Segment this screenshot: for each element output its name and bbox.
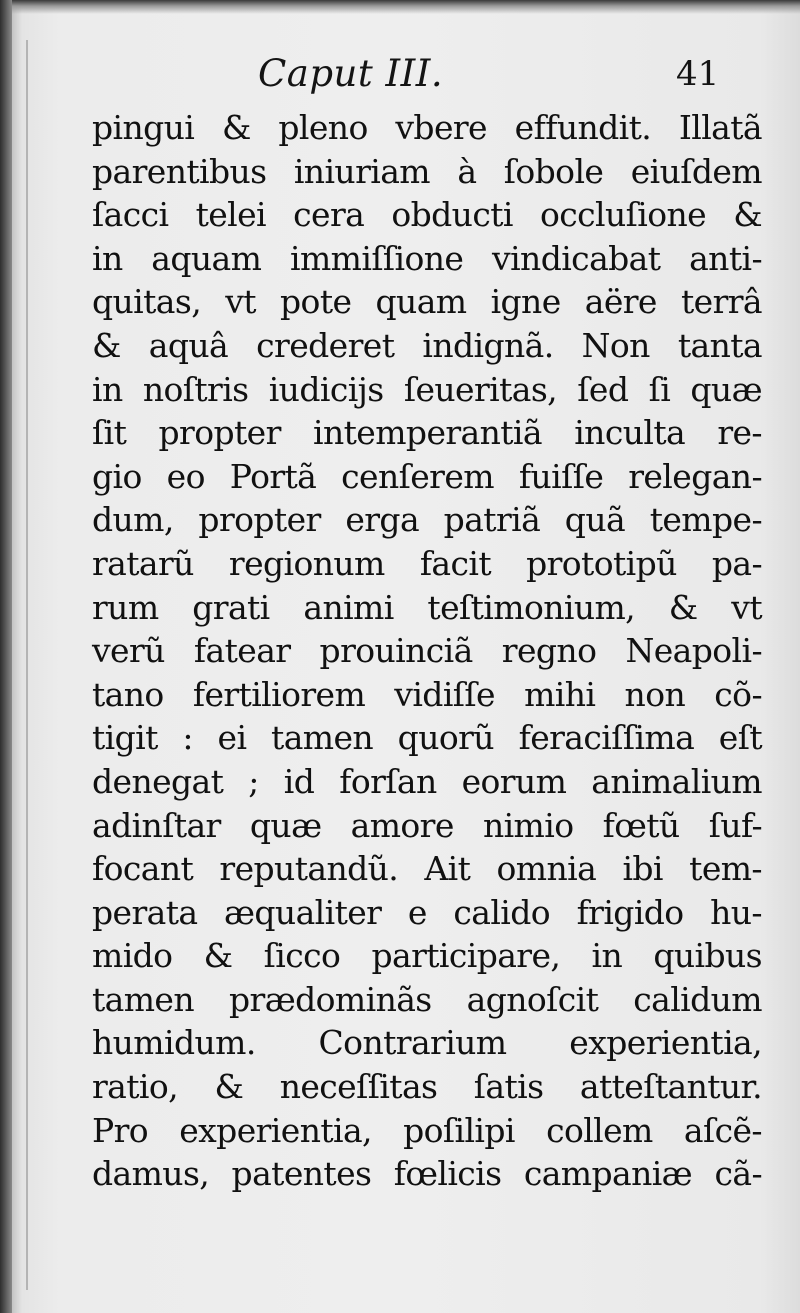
text-line: & aquâ crederet indignã. Non tanta xyxy=(92,325,762,365)
text-line: rum grati animi teſtimonium, & vt xyxy=(92,587,762,627)
text-line: focant reputandũ. Ait omnia ibi tem- xyxy=(92,849,762,889)
text-line: damus, patentes fœlicis campaniæ cã- xyxy=(92,1154,762,1194)
text-line: tigit : ei tamen quorũ feraciſſima eſt xyxy=(92,718,762,758)
text-line: mido & ſicco participare, in quibus xyxy=(92,936,762,976)
text-line: ratio, & neceſſitas ſatis atteſtantur. xyxy=(92,1067,762,1107)
text-line: tano fertiliorem vidiſſe mihi non cõ- xyxy=(92,674,762,714)
text-line: ratarũ regionum facit prototipũ pa- xyxy=(92,543,762,583)
text-line: adinſtar quæ amore nimio fœtũ ſuf- xyxy=(92,805,762,845)
page-header xyxy=(258,52,758,98)
text-line: Pro experientia, poſilipi collem aſcẽ- xyxy=(92,1110,762,1150)
text-line: tamen prædominãs agnoſcit calidum xyxy=(92,979,762,1019)
text-line: ſacci telei cera obducti occluſione & xyxy=(92,195,762,235)
text-line: perata æqualiter e calido frigido hu- xyxy=(92,892,762,932)
book-gutter xyxy=(0,0,12,1313)
text-line: dum, propter erga patriã quã tempe- xyxy=(92,500,762,540)
text-line: quitas, vt pote quam igne aëre terrâ xyxy=(92,282,762,322)
text-line: ſit propter intemperantiã inculta re- xyxy=(92,413,762,453)
body-text xyxy=(92,106,762,1196)
text-line: in noſtris iudicijs ſeueritas, ſed ſi quæ xyxy=(92,369,762,409)
text-line: gio eo Portã cenſerem fuiſſe relegan- xyxy=(92,456,762,496)
text-line: humidum. Contrarium experientia, xyxy=(92,1023,762,1063)
text-line: in aquam immiſſione vindicabat anti- xyxy=(92,238,762,278)
running-title: Caput III. xyxy=(258,52,444,95)
top-edge-shadow xyxy=(0,0,800,14)
gutter-fold-line xyxy=(26,40,28,1290)
text-line: verũ fatear prouinciã regno Neapoli- xyxy=(92,631,762,671)
text-line: denegat ; id forſan eorum animalium xyxy=(92,761,762,801)
text-line: pingui & pleno vbere effundit. Illatã xyxy=(92,108,762,147)
text-line: parentibus iniuriam à ſobole eiuſdem xyxy=(92,151,762,191)
page-number: 41 xyxy=(676,54,720,94)
